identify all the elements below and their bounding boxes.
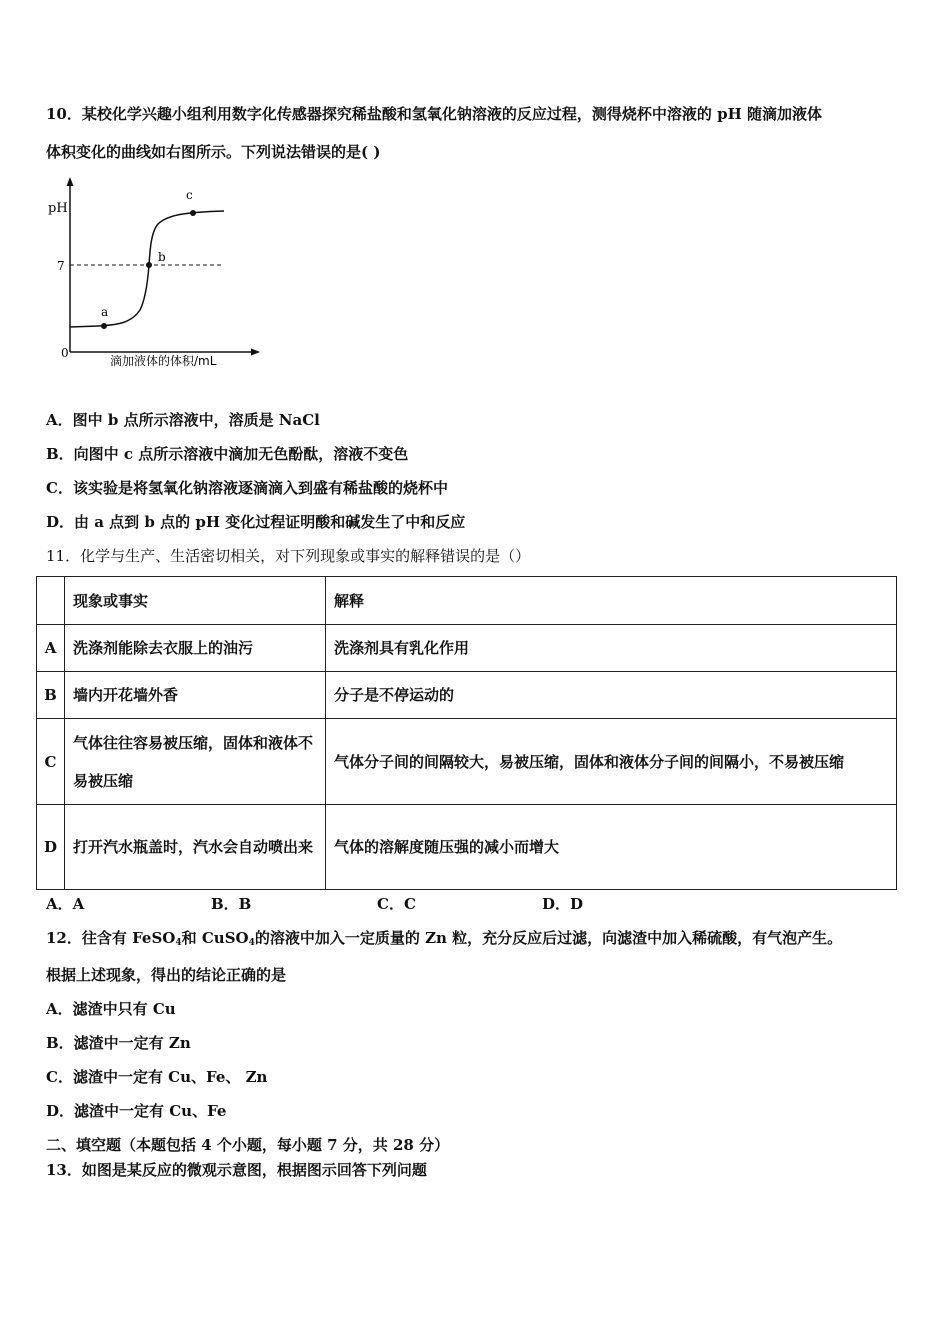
q12-stem-line1 bbox=[46, 927, 842, 948]
q12-text-b: 和 CuSO bbox=[181, 929, 249, 947]
q10-stem-line1: 10．某校化学兴趣小组利用数字化传感器探究稀盐酸和氢氧化钠溶液的反应过程，测得烧杯中溶液的 pH 随滴加液体 bbox=[46, 105, 822, 123]
q11-stem: 11．化学与生产、生活密切相关，对下列现象或事实的解释错误的是（） bbox=[46, 547, 531, 565]
header-cell bbox=[37, 577, 65, 625]
q12-sub-2: 4 bbox=[248, 938, 255, 948]
q10-option-b: B．向图中 c 点所示溶液中滴加无色酚酞，溶液不变色 bbox=[46, 445, 409, 463]
row-letter: A bbox=[37, 625, 65, 672]
table-row bbox=[37, 625, 897, 672]
header-explain: 解释 bbox=[326, 577, 897, 625]
label-b: b bbox=[158, 250, 166, 264]
y-tick-7: 7 bbox=[57, 259, 65, 273]
point-a bbox=[101, 323, 107, 329]
section-heading: 二、填空题（本题包括 4 个小题，每小题 7 分，共 28 分） bbox=[46, 1136, 450, 1154]
ph-curve bbox=[70, 211, 224, 327]
q12-text-a: 12．往含有 FeSO bbox=[46, 929, 176, 947]
point-b bbox=[146, 262, 152, 268]
q12-sub-1: 4 bbox=[175, 938, 182, 948]
q10-option-a: A．图中 b 点所示溶液中，溶质是 NaCl bbox=[46, 411, 320, 429]
label-c: c bbox=[186, 188, 193, 202]
row-explain: 气体的溶解度随压强的减小而增大 bbox=[326, 805, 897, 890]
x-axis-label: 滴加液体的体积/mL bbox=[110, 354, 217, 368]
row-explain: 洗涤剂具有乳化作用 bbox=[326, 625, 897, 672]
row-fact: 打开汽水瓶盖时，汽水会自动喷出来 bbox=[65, 805, 326, 890]
table-row bbox=[37, 672, 897, 719]
q12-stem-line2: 根据上述现象，得出的结论正确的是 bbox=[46, 966, 287, 984]
row-fact: 洗涤剂能除去衣服上的油污 bbox=[65, 625, 326, 672]
ph-curve-graph bbox=[40, 172, 270, 372]
table-row bbox=[37, 805, 897, 890]
point-c bbox=[190, 210, 196, 216]
q10-stem-line2: 体积变化的曲线如右图所示。下列说法错误的是( ) bbox=[46, 143, 381, 161]
table-row bbox=[37, 719, 897, 805]
row-letter: C bbox=[37, 719, 65, 805]
q11-option-a: A．A bbox=[46, 895, 85, 913]
row-letter: B bbox=[37, 672, 65, 719]
q11-table bbox=[36, 576, 897, 890]
q11-option-b: B．B bbox=[211, 895, 252, 913]
q10-option-d: D．由 a 点到 b 点的 pH 变化过程证明酸和碱发生了中和反应 bbox=[46, 513, 466, 531]
row-fact: 气体往往容易被压缩，固体和液体不易被压缩 bbox=[65, 719, 326, 805]
row-letter: D bbox=[37, 805, 65, 890]
q12-option-b: B．滤渣中一定有 Zn bbox=[46, 1034, 191, 1052]
q12-option-d: D．滤渣中一定有 Cu、Fe bbox=[46, 1102, 227, 1120]
header-fact: 现象或事实 bbox=[65, 577, 326, 625]
q11-option-c: C．C bbox=[377, 895, 416, 913]
q12-text-c: 的溶液中加入一定质量的 Zn 粒，充分反应后过滤，向滤渣中加入稀硫酸，有气泡产生。 bbox=[254, 929, 843, 947]
q12-option-c: C．滤渣中一定有 Cu、Fe、 Zn bbox=[46, 1068, 268, 1086]
row-fact: 墙内开花墙外香 bbox=[65, 672, 326, 719]
y-axis-label: pH bbox=[48, 201, 68, 216]
q12-option-a: A．滤渣中只有 Cu bbox=[46, 1000, 176, 1018]
q13-stem: 13．如图是某反应的微观示意图，根据图示回答下列问题 bbox=[46, 1161, 427, 1179]
row-explain: 气体分子间的间隔较大，易被压缩，固体和液体分子间的间隔小，不易被压缩 bbox=[326, 719, 897, 805]
row-explain: 分子是不停运动的 bbox=[326, 672, 897, 719]
x-axis-arrow bbox=[251, 349, 260, 356]
q11-option-d: D．D bbox=[542, 895, 584, 913]
origin-label: 0 bbox=[61, 346, 69, 360]
label-a: a bbox=[101, 305, 109, 319]
q10-option-c: C．该实验是将氢氧化钠溶液逐滴滴入到盛有稀盐酸的烧杯中 bbox=[46, 479, 448, 497]
y-axis-arrow bbox=[67, 177, 74, 186]
table-header-row bbox=[37, 577, 897, 625]
